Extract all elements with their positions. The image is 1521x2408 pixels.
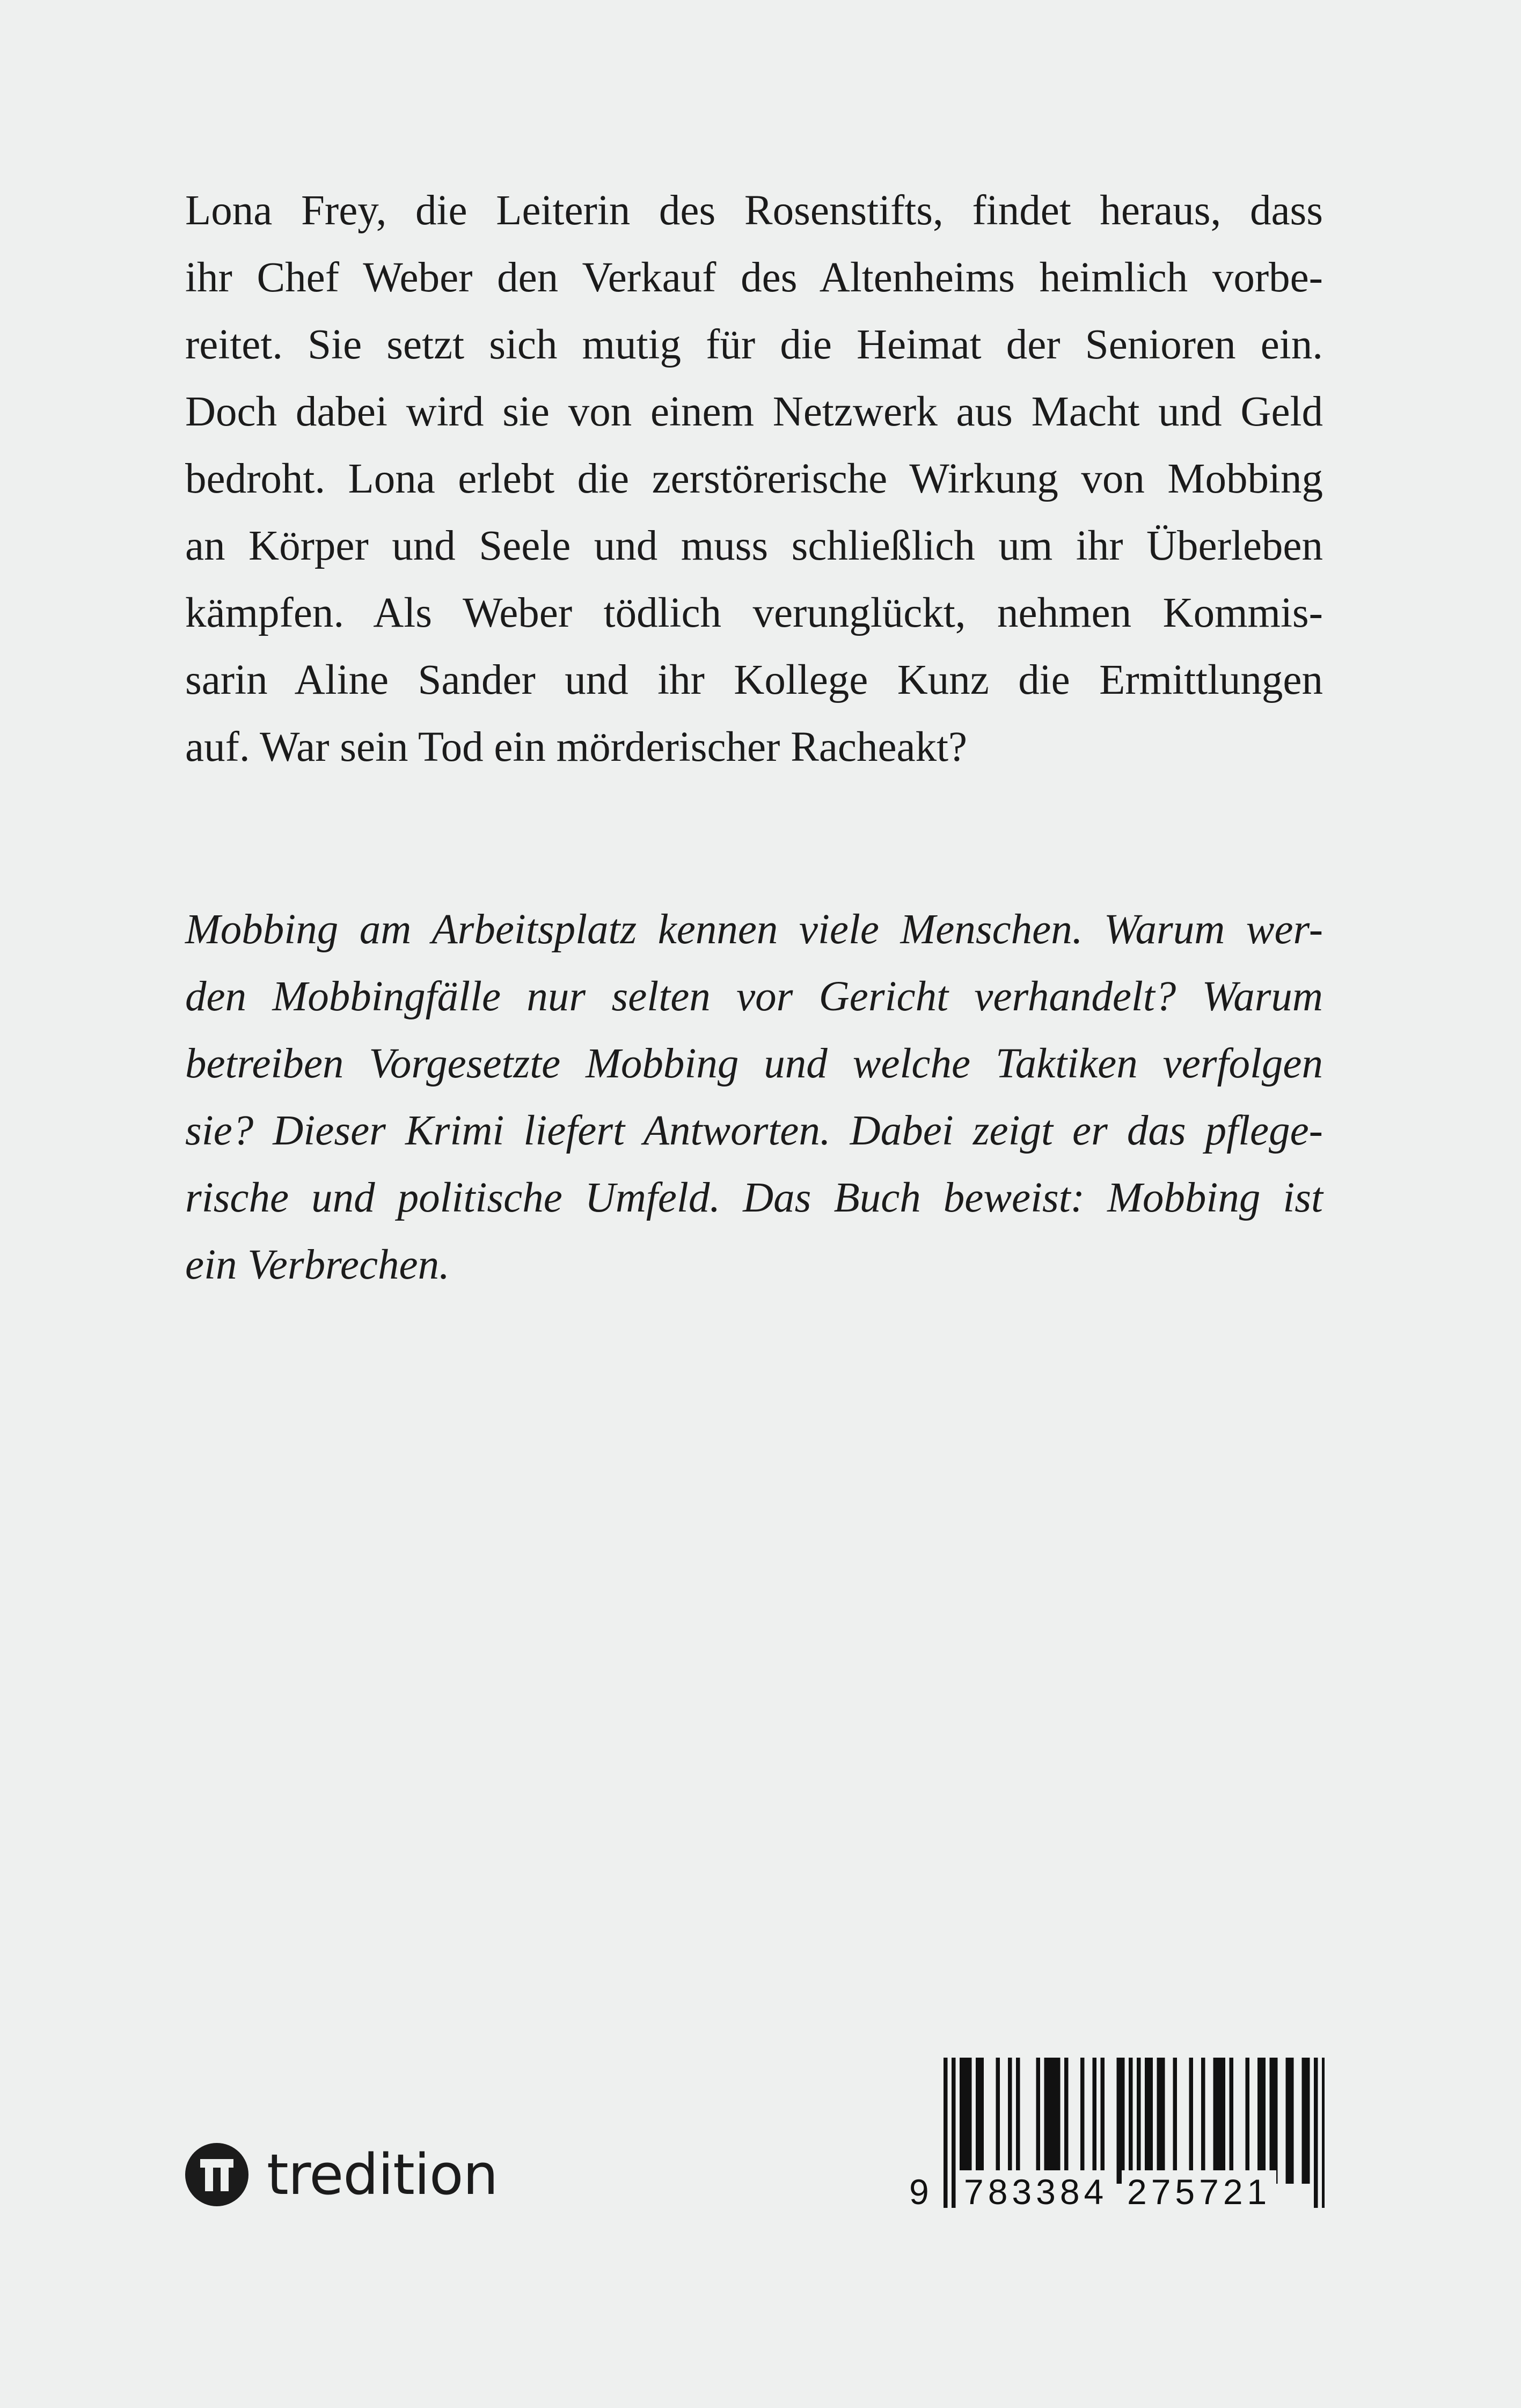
barcode-bar — [1173, 2058, 1178, 2184]
barcode-bar — [1246, 2058, 1250, 2184]
synopsis-line: Lona Frey, die Leiterin des Rosenstifts, findet heraus, dass — [185, 187, 1323, 234]
synopsis-line: reitet. Sie setzt sich mutig für die Heimat der Senioren ein. — [185, 321, 1323, 368]
barcode-bar — [1101, 2058, 1105, 2184]
barcode-bar — [1286, 2058, 1290, 2184]
barcode-bar — [1290, 2058, 1294, 2184]
barcode-bar — [1189, 2058, 1194, 2184]
publisher-name: tredition — [267, 2141, 498, 2207]
barcode-bar — [1322, 2058, 1325, 2208]
synopsis-line: auf. War sein Tod ein mörderischer Racheakt? — [185, 724, 968, 770]
barcode-bar — [1157, 2058, 1161, 2184]
barcode-lead-digit: 9 — [909, 2170, 937, 2213]
barcode-bar — [1222, 2058, 1226, 2184]
barcode-bar — [1161, 2058, 1165, 2184]
barcode-bar — [1016, 2058, 1020, 2184]
barcode-bar — [1093, 2058, 1097, 2184]
barcode-right-digits: 275721 — [1122, 2170, 1276, 2213]
isbn-barcode — [895, 2058, 1325, 2219]
teaser-line: betreiben Vorgesetzte Mobbing und welche Taktiken verfolgen — [185, 1040, 1323, 1087]
teaser-paragraph — [185, 896, 1323, 1298]
barcode-bar — [1257, 2058, 1262, 2184]
synopsis-paragraph — [185, 177, 1323, 781]
teaser-line: sie? Dieser Krimi liefert Antworten. Dabei zeigt er das pflege- — [185, 1107, 1323, 1154]
barcode-bar — [1213, 2058, 1218, 2184]
barcode-bar — [1302, 2058, 1306, 2184]
barcode-bar — [1270, 2058, 1274, 2184]
barcode-bar — [1306, 2058, 1310, 2184]
barcode-bar — [952, 2058, 956, 2208]
teaser-line: Mobbing am Arbeitsplatz kennen viele Menschen. Warum wer- — [185, 906, 1323, 953]
synopsis-line: ihr Chef Weber den Verkauf des Altenheims heimlich vorbe- — [185, 254, 1323, 301]
barcode-bar — [1149, 2058, 1153, 2184]
synopsis-line: kämpfen. Als Weber tödlich verunglückt, nehmen Kommis- — [185, 590, 1323, 636]
barcode-bar — [1048, 2058, 1052, 2184]
teaser-line: ein Verbrechen. — [185, 1242, 450, 1288]
barcode-bar — [960, 2058, 964, 2184]
barcode-bar — [1036, 2058, 1041, 2184]
tredition-logo-icon — [185, 2143, 248, 2206]
barcode-bar — [1145, 2058, 1149, 2184]
barcode-bar — [1080, 2058, 1085, 2184]
barcode-bar — [1121, 2058, 1125, 2184]
barcode-bar — [1117, 2058, 1121, 2184]
barcode-bar — [1056, 2058, 1061, 2184]
barcode-bar — [980, 2058, 984, 2184]
synopsis-line: an Körper und Seele und muss schließlich um ihr Überleben — [185, 523, 1323, 569]
barcode-bar — [1044, 2058, 1049, 2184]
synopsis-line: Doch dabei wird sie von einem Netzwerk aus Macht und Geld — [185, 388, 1323, 435]
teaser-line: den Mobbingfälle nur selten vor Gericht verhandelt? Warum — [185, 973, 1323, 1020]
barcode-bar — [944, 2058, 948, 2208]
synopsis-line: sarin Aline Sander und ihr Kollege Kunz die Ermittlungen — [185, 657, 1323, 703]
barcode-bar — [976, 2058, 980, 2184]
synopsis-line: bedroht. Lona erlebt die zerstörerische Wirkung von Mobbing — [185, 456, 1323, 502]
barcode-bar — [1274, 2058, 1278, 2184]
barcode-bar — [1217, 2058, 1222, 2184]
publisher-logo — [185, 2141, 498, 2208]
barcode-bar — [968, 2058, 972, 2184]
barcode-bar — [1262, 2058, 1266, 2184]
barcode-bar — [996, 2058, 1000, 2184]
barcode-bar — [1052, 2058, 1057, 2184]
barcode-bar — [1201, 2058, 1205, 2184]
teaser-line: rische und politische Umfeld. Das Buch beweist: Mobbing ist — [185, 1174, 1323, 1221]
barcode-bar — [1230, 2058, 1234, 2184]
barcode-bar — [1314, 2058, 1318, 2208]
barcode-bar — [1008, 2058, 1012, 2184]
barcode-left-digits: 783384 — [959, 2170, 1113, 2213]
barcode-bar — [964, 2058, 968, 2184]
barcode-bar — [1064, 2058, 1069, 2184]
